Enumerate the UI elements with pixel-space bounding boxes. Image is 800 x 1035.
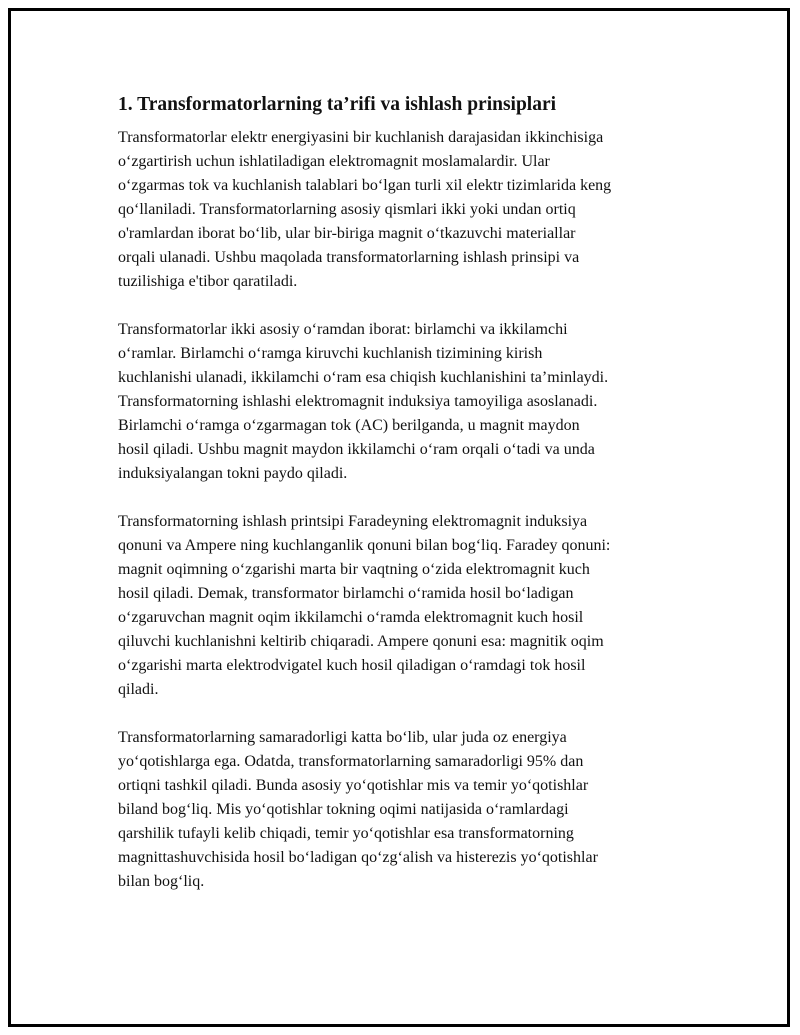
paragraph-line: induksiyalangan tokni paydo qiladi. xyxy=(118,465,348,482)
paragraph-line: o‘ramlar. Birlamchi o‘ramga kiruvchi kuchlanish tizimining kirish xyxy=(118,345,543,362)
paragraph-line: bilan bog‘liq. xyxy=(118,873,205,890)
paragraph-line: magnittashuvchisida hosil bo‘ladigan qo‘zg‘alish va histerezis yo‘qotishlar xyxy=(118,849,598,866)
paragraph-line: hosil qiladi. Ushbu magnit maydon ikkilamchi o‘ram orqali o‘tadi va unda xyxy=(118,441,595,458)
paragraph-line: o‘zgartirish uchun ishlatiladigan elektromagnit moslamalardir. Ular xyxy=(118,153,550,170)
paragraph-line: Birlamchi o‘ramga o‘zgarmagan tok (AC) berilganda, u magnit maydon xyxy=(118,417,580,434)
paragraph-line: magnit oqimning o‘zgarishi marta bir vaqtning o‘zida elektromagnit kuch xyxy=(118,561,590,578)
paragraph-line: o‘zgarmas tok va kuchlanish talablari bo‘lgan turli xil elektr tizimlarida keng xyxy=(118,177,612,194)
paragraph-line: Transformatorlarning samaradorligi katta bo‘lib, ular juda oz energiya xyxy=(118,729,567,746)
paragraph-line: o'ramlardan iborat bo‘lib, ular bir-biriga magnit o‘tkazuvchi materiallar xyxy=(118,225,576,242)
paragraph-line: hosil qiladi. Demak, transformator birlamchi o‘ramida hosil bo‘ladigan xyxy=(118,585,574,602)
paragraph-line: qiladi. xyxy=(118,681,159,698)
paragraph-line: Transformatorning ishlashi elektromagnit induksiya tamoyiliga asoslanadi. xyxy=(118,393,598,410)
paragraph-4 xyxy=(118,726,693,894)
paragraph-line: qonuni va Ampere ning kuchlanganlik qonuni bilan bog‘liq. Faradey qonuni: xyxy=(118,537,611,554)
paragraph-line: kuchlanishi ulanadi, ikkilamchi o‘ram esa chiqish kuchlanishini ta’minlaydi. xyxy=(118,369,609,386)
paragraph-line: Transformatorlar ikki asosiy o‘ramdan iborat: birlamchi va ikkilamchi xyxy=(118,321,568,338)
paragraph-line: biland bog‘liq. Mis yo‘qotishlar tokning oqimi natijasida o‘ramlardagi xyxy=(118,801,569,818)
paragraph-line: ortiqni tashkil qiladi. Bunda asosiy yo‘qotishlar mis va temir yo‘qotishlar xyxy=(118,777,589,794)
paragraph-line: o‘zgaruvchan magnit oqim ikkilamchi o‘ramda elektromagnit kuch hosil xyxy=(118,609,584,626)
paragraph-line: orqali ulanadi. Ushbu maqolada transformatorlarning ishlash prinsipi va xyxy=(118,249,580,266)
section-heading: 1. Transformatorlarning ta’rifi va ishlash prinsiplari xyxy=(118,94,557,115)
paragraph-line: qiluvchi kuchlanishni keltirib chiqaradi. Ampere qonuni esa: magnitik oqim xyxy=(118,633,604,650)
paragraph-line: yo‘qotishlarga ega. Odatda, transformatorlarning samaradorligi 95% dan xyxy=(118,753,584,770)
paragraph-line: Transformatorning ishlash printsipi Faradeyning elektromagnit induksiya xyxy=(118,513,588,530)
paragraph-3 xyxy=(118,510,693,702)
paragraph-line: tuzilishiga e'tibor qaratiladi. xyxy=(118,273,298,290)
paragraph-line: Transformatorlar elektr energiyasini bir kuchlanish darajasidan ikkinchisiga xyxy=(118,129,604,146)
paragraph-line: qarshilik tufayli kelib chiqadi, temir yo‘qotishlar esa transformatorning xyxy=(118,825,574,842)
paragraph-line: o‘zgarishi marta elektrodvigatel kuch hosil qiladigan o‘ramdagi tok hosil xyxy=(118,657,586,674)
paragraph-2 xyxy=(118,318,693,486)
document-body xyxy=(118,92,693,918)
paragraph-1 xyxy=(118,126,693,294)
paragraph-line: qo‘llaniladi. Transformatorlarning asosiy qismlari ikki yoki undan ortiq xyxy=(118,201,576,218)
